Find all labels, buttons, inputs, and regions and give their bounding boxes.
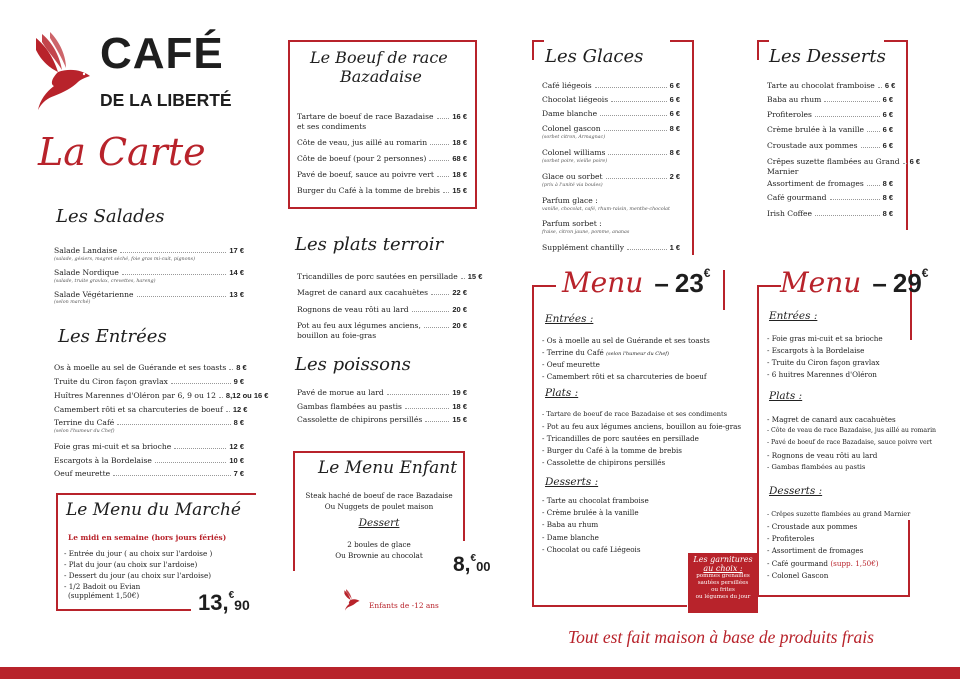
menu29-frame-bottom: [757, 595, 910, 597]
desserts-frame-top: [757, 40, 769, 42]
menu29-entree: - 6 huitres Marennes d'Oléron: [767, 370, 877, 379]
logo: [28, 29, 232, 120]
glace-parfum-sorbet: Parfum sorbet :: [542, 219, 602, 228]
menu23-dessert: - Baba au rhum: [542, 520, 599, 529]
enfant-dessert2: Ou Brownie au chocolat: [335, 551, 423, 560]
enfant-dessert-title: Dessert: [358, 517, 400, 529]
brand-cafe: CAFÉ: [100, 29, 224, 78]
menu29-header: Menu – 29€: [780, 266, 929, 299]
glace-parfum-glace-note: vanille, chocolat, café, rhum-raisin, menthe-chocolat: [542, 207, 670, 212]
menu29-dessert: - Croustade aux pommes: [767, 522, 858, 531]
menu23-entree: - Terrine du Café (selon l'humeur du Chef): [542, 348, 670, 357]
menu23-plats-title: Plats :: [545, 387, 579, 399]
marche-price: 13,€90: [198, 590, 250, 615]
menu23-plat: - Pot au feu aux légumes anciens, bouillon au foie-gras: [542, 422, 742, 431]
dove-icon: [28, 30, 98, 115]
brand-liberte: DE LA LIBERTÉ: [100, 90, 232, 110]
marche-item: (supplément 1,50€): [68, 591, 140, 600]
menu29-frame-right: [908, 520, 910, 597]
menu23-entree: - Os à moelle au sel de Guérande et ses toasts: [542, 336, 710, 345]
dessert-profiteroles: Profiteroles 6 €: [767, 110, 893, 119]
terroir-title: Les plats terroir: [295, 234, 444, 255]
glace-ou-sorbet: Glace ou sorbet 2 €: [542, 172, 680, 181]
glace-chocolat-liegeois: Chocolat liégeois 6 €: [542, 95, 680, 104]
dessert-baba: Baba au rhum 6 €: [767, 95, 893, 104]
salade-landaise-note: (salade, gésiers, magret séché, foie gras mi-cuit, pignons): [54, 257, 195, 262]
garnitures-line: ou frites: [711, 587, 735, 593]
menu29-frame-left: [757, 285, 759, 597]
salade-nordique: Salade Nordique 14 €: [54, 268, 244, 277]
dessert-irish-coffee: Irish Coffee 8 €: [767, 209, 893, 218]
entree-truite: Truite du Ciron façon gravlax 9 €: [54, 377, 244, 386]
entrees-title: Les Entrées: [58, 326, 167, 347]
boeuf-cote-veau: Côte de veau, jus aillé au romarin 18 €: [297, 138, 467, 147]
glace-colonel-williams-note: (sorbet poire, vieille poire): [542, 159, 608, 164]
menu29-dessert: - Café gourmand (supp. 1,50€): [767, 559, 879, 568]
dessert-tarte: Tarte au chocolat framboise 6 €: [767, 81, 896, 90]
glace-parfum-glace: Parfum glace :: [542, 196, 598, 205]
garnitures-title1: Les garnitures: [693, 555, 753, 564]
menu23-frame-left: [532, 285, 534, 607]
marche-frame-bottom: [56, 609, 191, 611]
enfant-line1: Steak haché de boeuf de race Bazadaise: [305, 491, 453, 500]
menu29-plat: - Gambas flambées au pastis: [767, 463, 866, 471]
poissons-title: Les poissons: [295, 354, 411, 375]
entree-foie-gras: Foie gras mi-cuit et sa brioche 12 €: [54, 442, 244, 451]
menu23-dessert: - Crème brulée à la vanille: [542, 508, 639, 517]
boeuf-burger: Burger du Café à la tomme de brebis 15 €: [297, 186, 467, 195]
dove-icon: [342, 588, 362, 612]
marche-subtitle: Le midi en semaine (hors jours fériés): [68, 533, 227, 542]
terroir-rognons: Rognons de veau rôti au lard 20 €: [297, 305, 467, 314]
menu29-dessert: - Profiteroles: [767, 534, 815, 543]
dessert-croustade: Croustade aux pommes 6 €: [767, 141, 893, 150]
poisson-gambas: Gambas flambées au pastis 18 €: [297, 402, 467, 411]
marche-frame-left: [56, 493, 58, 611]
menu29-entree: - Escargots à la Bordelaise: [767, 346, 865, 355]
desserts-title: Les Desserts: [769, 46, 886, 67]
menu23-header: Menu – 23€: [562, 266, 711, 299]
menu23-entree: - Oeuf meurette: [542, 360, 600, 369]
entree-os-moelle: Os à moelle au sel de Guérande et ses toasts 8 €: [54, 363, 247, 372]
dessert-fromages: Assortiment de fromages 8 €: [767, 179, 893, 188]
dessert-creme-brulee: Crème brulée à la vanille 6 €: [767, 125, 893, 134]
boeuf-title-line2: Bazadaise: [340, 67, 422, 86]
menu29-desserts-title: Desserts :: [769, 485, 823, 497]
boeuf-title-line1: Le Boeuf de race: [310, 48, 448, 67]
footer-tagline: Tout est fait maison à base de produits frais: [568, 627, 874, 647]
garnitures-box: [688, 553, 758, 613]
dessert-crepes-2: Marnier: [767, 167, 799, 176]
menu29-dessert: - Crêpes suzette flambées au grand Marnier: [767, 510, 911, 518]
enfant-price: 8,€00: [453, 553, 491, 576]
enfant-line2: Ou Nuggets de poulet maison: [324, 502, 434, 511]
enfant-title: Le Menu Enfant: [318, 458, 458, 478]
garnitures-title2: au choix :: [703, 564, 743, 573]
salade-vegetarienne-note: (selon marché): [54, 300, 91, 305]
menu29-dessert: - Colonel Gascon: [767, 571, 829, 580]
poisson-morue: Pavé de morue au lard 19 €: [297, 388, 467, 397]
glace-ou-sorbet-note: (prix à l'unité via boules): [542, 183, 603, 188]
glace-parfum-sorbet-note: fraise, citron jaune, pomme, ananas: [542, 230, 630, 235]
menu29-plat: - Rognons de veau rôti au lard: [767, 451, 878, 460]
dessert-crepes: Crêpes suzette flambées au Grand 6 €: [767, 157, 921, 166]
boeuf-tartare: Tartare de boeuf de race Bazadaise 16 €: [297, 112, 467, 121]
entree-terrine: Terrine du Café 8 €: [54, 418, 244, 427]
terroir-magret: Magret de canard aux cacahuètes 22 €: [297, 288, 467, 297]
menu29-plat: - Magret de canard aux cacahuètes: [767, 415, 896, 424]
garnitures-line: pommes grenailles: [696, 573, 750, 579]
menu29-plat: - Côte de veau de race Bazadaise, jus aillé au romarin: [767, 427, 937, 434]
menu29-entrees-title: Entrées :: [769, 310, 818, 322]
glace-dame-blanche: Dame blanche 6 €: [542, 109, 680, 118]
marche-title: Le Menu du Marché: [66, 500, 241, 520]
entree-camembert: Camembert rôti et sa charcuteries de boeuf 12 €: [54, 405, 248, 414]
menu23-plat: - Burger du Café à la tomme de brebis: [542, 446, 682, 455]
entree-terrine-note: (selon l'humeur du Chef): [54, 429, 115, 434]
menu23-dessert: - Dame blanche: [542, 533, 599, 542]
menu23-frame-right: [723, 270, 725, 310]
menu29-plats-title: Plats :: [769, 390, 803, 402]
boeuf-pave: Pavé de boeuf, sauce au poivre vert 18 €: [297, 170, 467, 179]
menu23-frame-top-left: [532, 285, 556, 287]
terroir-tricandilles: Tricandilles de porc sautées en persillade 15 €: [297, 272, 483, 281]
menu23-plat: - Tartare de boeuf de race Bazadaise et ses condiments: [542, 410, 728, 418]
page-title: La Carte: [38, 130, 206, 174]
menu23-desserts-title: Desserts :: [545, 476, 599, 488]
salade-nordique-note: (salade, truite gravlax, crevettes, hareng): [54, 279, 156, 284]
menu29-plat: - Pavé de boeuf de race Bazadaise, sauce poivre vert: [767, 439, 933, 446]
enfant-age: Enfants de -12 ans: [369, 601, 439, 610]
marche-item: - Dessert du jour (au choix sur l'ardoise): [64, 571, 212, 580]
menu23-entree: - Camembert rôti et sa charcuteries de boeuf: [542, 372, 707, 381]
dessert-cafe-gourmand: Café gourmand 8 €: [767, 193, 893, 202]
terroir-pot-au-feu-2: bouillon au foie-gras: [297, 331, 377, 340]
boeuf-cote-boeuf: Côte de boeuf (pour 2 personnes) 68 €: [297, 154, 467, 163]
footer-band: [0, 667, 960, 679]
menu23-entrees-title: Entrées :: [545, 313, 594, 325]
desserts-frame-left: [757, 40, 759, 60]
poisson-chipirons: Cassolette de chipirons persillés 15 €: [297, 415, 467, 424]
glace-cafe-liegeois: Café liégeois 6 €: [542, 81, 680, 90]
menu23-dessert: - Tarte au chocolat framboise: [542, 496, 649, 505]
glace-colonel-williams: Colonel williams 8 €: [542, 148, 680, 157]
garnitures-line: sautées persillées: [697, 580, 749, 586]
marche-item: - Plat du jour (au choix sur l'ardoise): [64, 560, 198, 569]
menu23-plat: - Cassolette de chipirons persillés: [542, 458, 666, 467]
menu29-entree: - Foie gras mi-cuit et sa brioche: [767, 334, 883, 343]
salade-vegetarienne: Salade Végétarienne 13 €: [54, 290, 244, 299]
glaces-frame-top: [532, 40, 544, 42]
menu29-frame-top-left: [757, 285, 781, 287]
glace-supplement-chantilly: Supplément chantilly 1 €: [542, 243, 680, 252]
glace-colonel-gascon: Colonel gascon 8 €: [542, 124, 680, 133]
glaces-frame-left: [532, 40, 534, 60]
salades-title: Les Salades: [56, 206, 165, 227]
enfant-dessert1: 2 boules de glace: [347, 540, 411, 549]
entree-escargots: Escargots à la Bordelaise 10 €: [54, 456, 244, 465]
boeuf-tartare-2: et ses condiments: [297, 122, 367, 131]
glaces-title: Les Glaces: [545, 46, 644, 67]
menu23-frame-bottom: [532, 605, 687, 607]
salade-landaise: Salade Landaise 17 €: [54, 246, 244, 255]
marche-item: - 1/2 Badoit ou Evian: [64, 582, 141, 591]
menu29-dessert: - Assortiment de fromages: [767, 546, 864, 555]
terroir-pot-au-feu: Pot au feu aux légumes anciens, 20 €: [297, 321, 467, 330]
menu23-dessert: - Chocolat ou café Liégeois: [542, 545, 641, 554]
garnitures-line: ou légumes du jour: [695, 594, 751, 600]
entree-oeuf: Oeuf meurette 7 €: [54, 469, 244, 478]
menu23-plat: - Tricandilles de porc sautées en persillade: [542, 434, 699, 443]
menu29-entree: - Truite du Ciron façon gravlax: [767, 358, 880, 367]
glace-colonel-gascon-note: (sorbet citron, Armagnac): [542, 135, 606, 140]
marche-item: - Entrée du jour ( au choix sur l'ardoise ): [64, 549, 213, 558]
entree-huitres: Huîtres Marennes d'Oléron par 6, 9 ou 12 8,12 ou 16 €: [54, 391, 269, 400]
